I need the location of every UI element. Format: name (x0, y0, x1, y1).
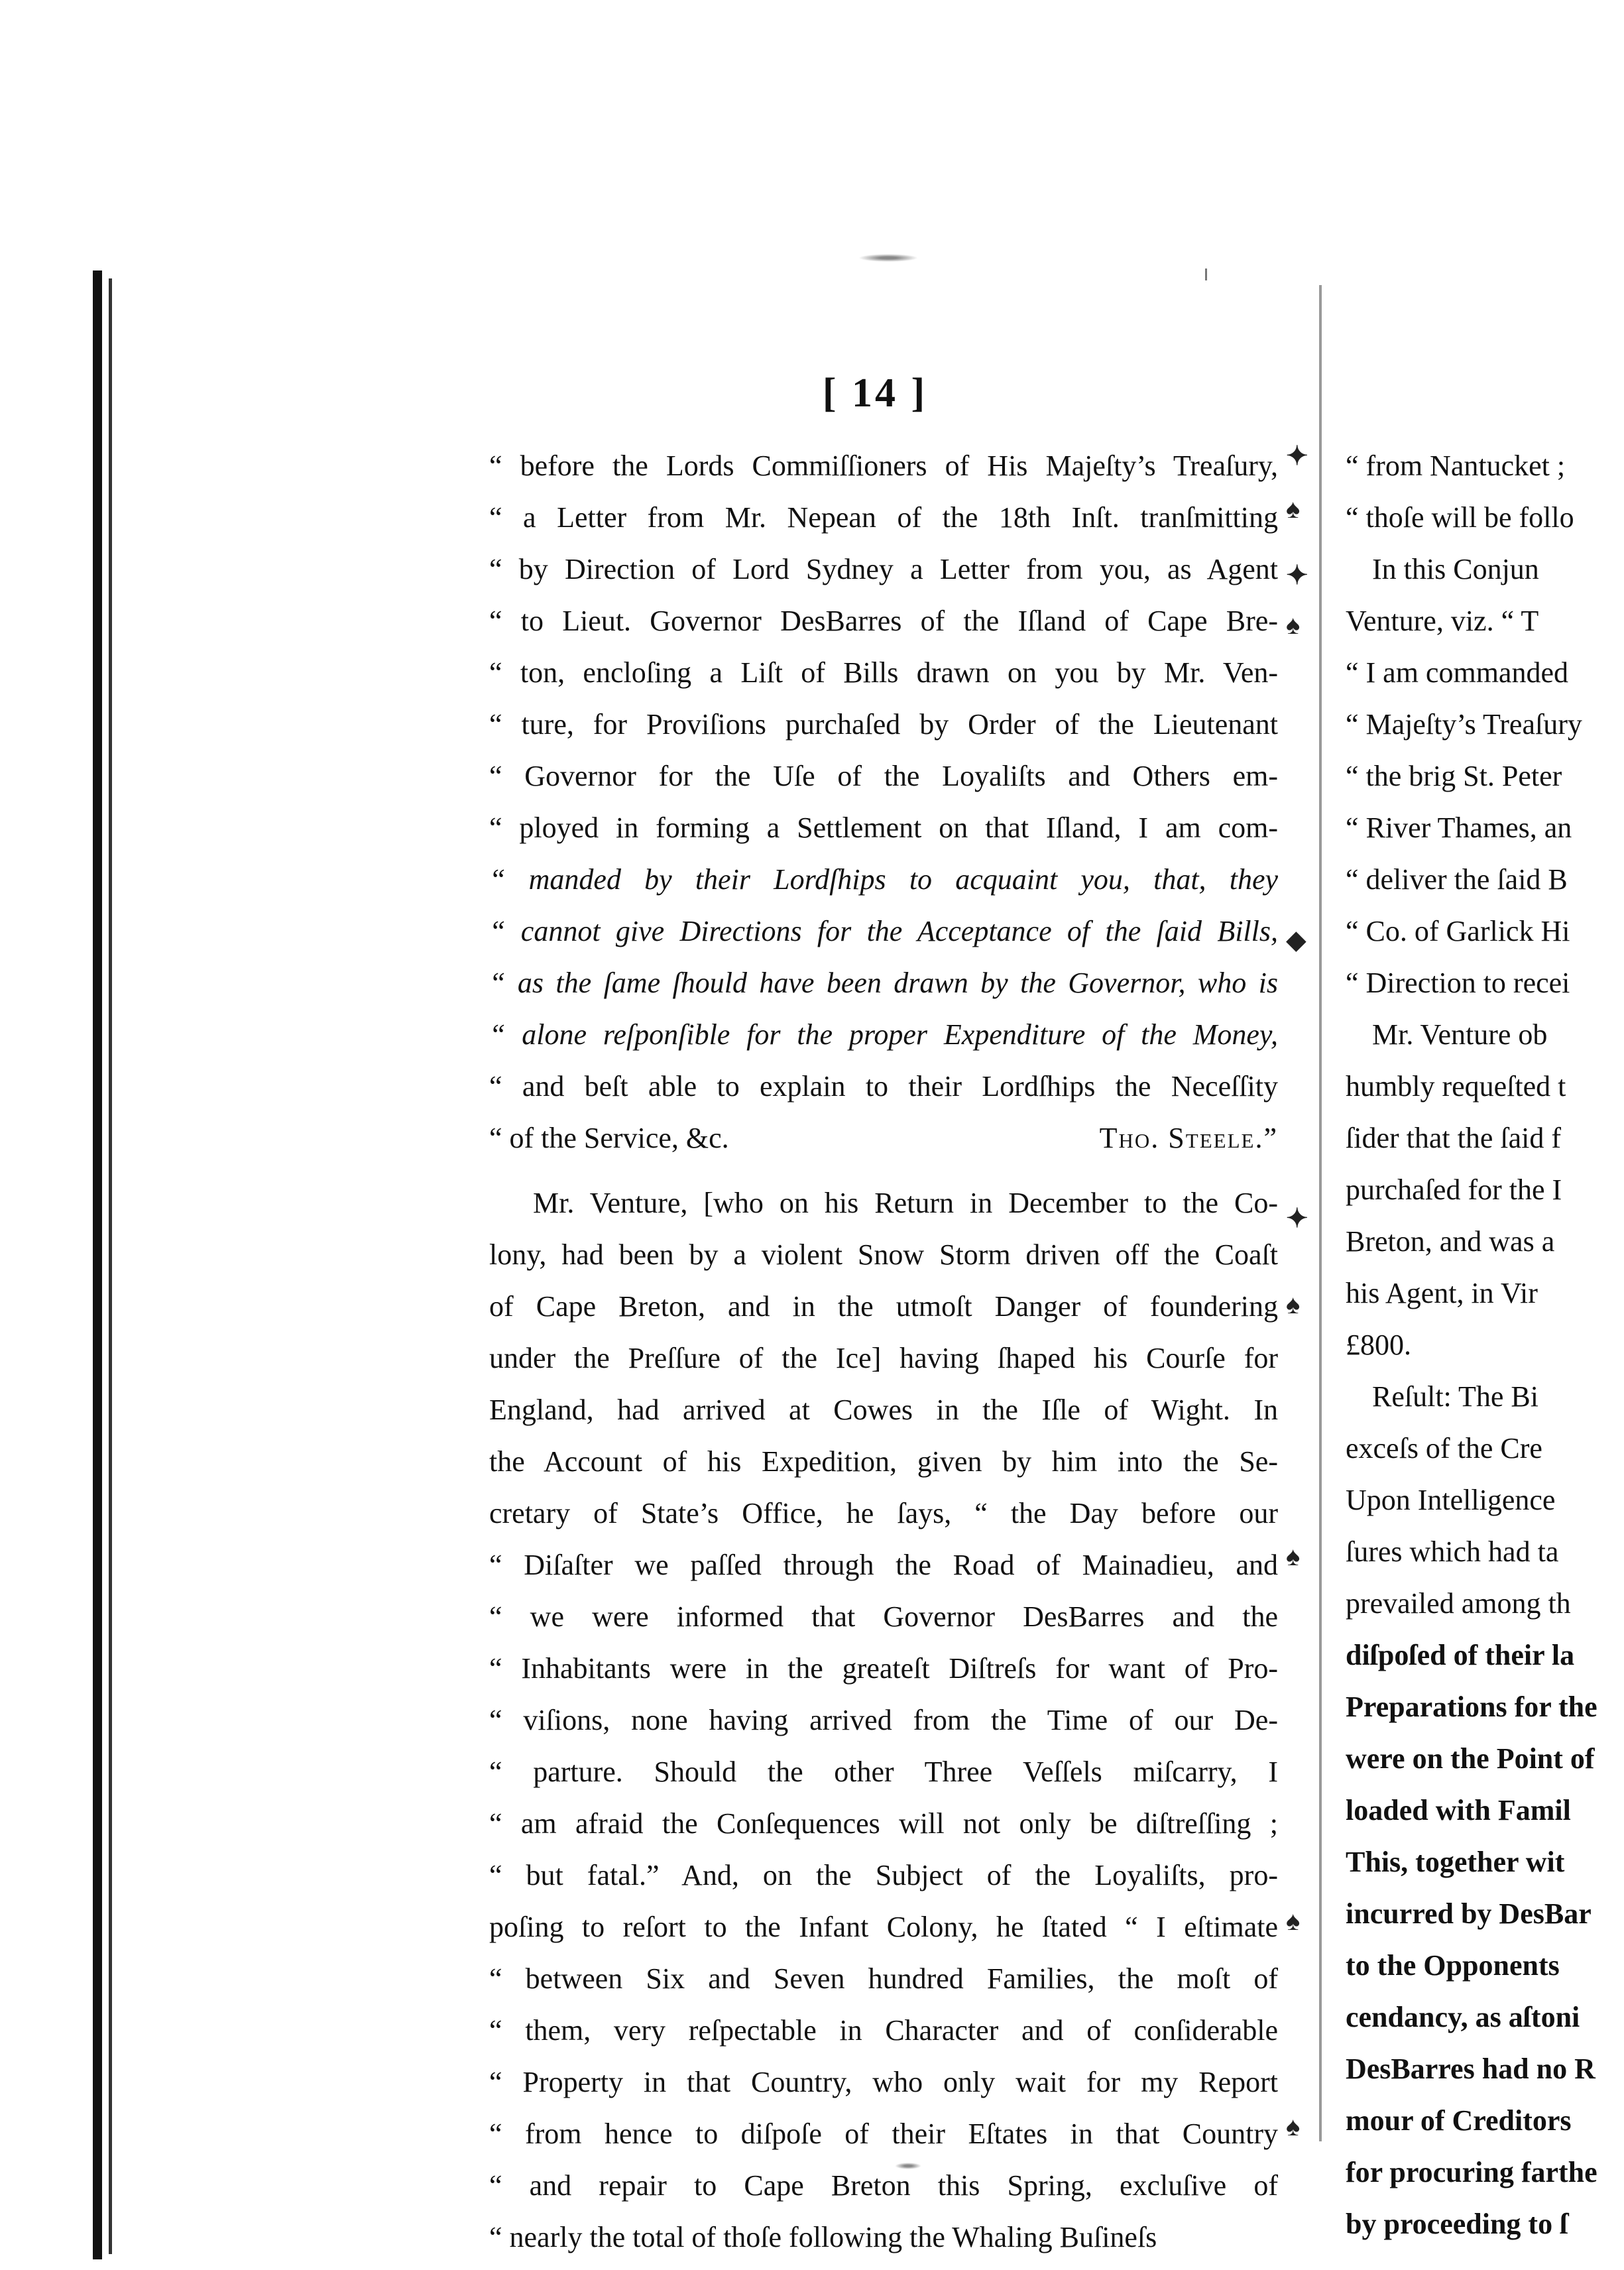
letter-line: “ ployed in forming a Settlement on that Iſland, I am com- (489, 811, 1278, 844)
letter-line: “ manded by their Lordſhips to acquaint you, that, they (489, 863, 1278, 896)
margin-mark: ✦ (1286, 1203, 1308, 1233)
facing-page-line: ſider that the ſaid f (1346, 1122, 1561, 1154)
paragraph-line: “ nearly the total of thoſe following the Whaling Buſineſs (489, 2221, 1157, 2253)
scan-speck (858, 254, 918, 262)
facing-page-line: for procuring farthe (1346, 2156, 1597, 2188)
facing-page-line: exceſs of the Cre (1346, 1432, 1542, 1464)
facing-page-line: Reſult: The Bi (1372, 1380, 1538, 1413)
facing-page-line: “ Co. of Garlick Hi (1346, 915, 1570, 947)
facing-page-line: mour of Creditors (1346, 2104, 1572, 2137)
facing-page-line: Venture, viz. “ T (1346, 605, 1539, 637)
letter-line: “ ture, for Proviſions purchaſed by Order of the Lieutenant (489, 708, 1278, 741)
letter-line: “ as the ſame ſhould have been drawn by the Governor, who is (489, 967, 1278, 999)
facing-page-line: prevailed among th (1346, 1587, 1571, 1620)
paragraph-line: “ Property in that Country, who only wait for my Report (489, 2066, 1278, 2098)
facing-page-line: his Agent, in Vir (1346, 1277, 1538, 1309)
paragraph-line: “ Diſaſter we paſſed through the Road of Mainadieu, and (489, 1549, 1278, 1581)
paragraph-line: lony, had been by a violent Snow Storm driven off the Coaſt (489, 1238, 1278, 1271)
page-gutter (1319, 285, 1322, 2141)
facing-page-line: “ thoſe will be follo (1346, 501, 1574, 534)
letter-line: “ alone reſponſible for the proper Expenditure of the Money, (489, 1018, 1278, 1051)
facing-page-line: Upon Intelligence (1346, 1484, 1556, 1516)
facing-page-line: purchaſed for the I (1346, 1173, 1562, 1206)
paragraph-line: “ Inhabitants were in the greateſt Diſtreſs for want of Pro- (489, 1652, 1278, 1685)
paragraph-line: of Cape Breton, and in the utmoſt Danger of foundering (489, 1290, 1278, 1323)
facing-page-line: This, together wit (1346, 1846, 1565, 1878)
facing-page-line: to the Opponents (1346, 1949, 1560, 1982)
paragraph-line: “ viſions, none having arrived from the Time of our De- (489, 1704, 1278, 1736)
margin-mark: ♠ (1286, 1289, 1301, 1319)
facing-page-line: cendancy, as aſtoni (1346, 2001, 1580, 2033)
margin-mark: ♠ (1286, 2112, 1301, 2141)
margin-mark: ◆ (1286, 925, 1306, 955)
scan-speck (1205, 269, 1207, 280)
paragraph-line: the Account of his Expedition, given by him into the Se- (489, 1445, 1278, 1478)
paragraph-line: “ them, very reſpectable in Character and of conſiderable (489, 2014, 1278, 2047)
paragraph-line: “ and repair to Cape Breton this Spring, excluſive of (489, 2169, 1278, 2202)
signature-lead: “ of the Service, &c. (489, 1122, 729, 1154)
margin-mark: ♠ (1286, 610, 1301, 640)
letter-line: “ by Direction of Lord Sydney a Letter from you, as Agent (489, 553, 1278, 585)
paragraph-line: “ from hence to diſpoſe of their Eſtates in that Country (489, 2118, 1278, 2150)
facing-page-line: “ River Thames, an (1346, 811, 1572, 844)
letter-line: “ before the Lords Commiſſioners of His Majeſty’s Treaſury, (489, 449, 1278, 482)
paragraph-line: England, had arrived at Cowes in the Iſle of Wight. In (489, 1394, 1278, 1426)
facing-page-line: “ Direction to recei (1346, 967, 1570, 999)
facing-page-line: In this Conjun (1372, 553, 1539, 585)
paragraph-line: poſing to reſort to the Infant Colony, he ſtated “ I eſtimate (489, 1911, 1278, 1943)
margin-mark: ✦ (1286, 441, 1308, 471)
binding-edge-inner (109, 278, 112, 2254)
facing-page-line: “ from Nantucket ; (1346, 449, 1566, 482)
paragraph-line: “ between Six and Seven hundred Families, the moſt of (489, 1962, 1278, 1995)
margin-mark: ♠ (1286, 1541, 1301, 1571)
facing-page-line: Preparations for the (1346, 1691, 1597, 1723)
facing-page-line: were on the Point of (1346, 1742, 1595, 1775)
margin-mark: ♠ (1286, 1906, 1301, 1936)
letter-signature-line (489, 1112, 1278, 1164)
facing-page-line: by proceeding to ſ (1346, 2208, 1568, 2240)
facing-page-line: “ Majeſty’s Treaſury (1346, 708, 1582, 741)
paragraph-line: “ am afraid the Conſequences will not only be diſtreſſing ; (489, 1807, 1278, 1840)
facing-page-line: ſures which had ta (1346, 1535, 1559, 1568)
margin-mark: ✦ (1286, 560, 1308, 590)
paragraph-line: Mr. Venture, [who on his Return in December to the Co- (533, 1187, 1278, 1219)
paragraph-line: cretary of State’s Office, he ſays, “ the Day before our (489, 1497, 1278, 1529)
facing-page-line: Breton, and was a (1346, 1225, 1555, 1258)
narrative-paragraph (489, 1177, 1278, 2263)
paragraph-line: “ we were informed that Governor DesBarres and the (489, 1600, 1278, 1633)
facing-page-line: “ the brig St. Peter (1346, 760, 1562, 792)
facing-page-line: “ deliver the ſaid B (1346, 863, 1568, 896)
right-column (1346, 440, 1624, 2250)
paragraph-line: “ but fatal.” And, on the Subject of the Loyaliſts, pro- (489, 1859, 1278, 1891)
letter-line: “ to Lieut. Governor DesBarres of the Iſland of Cape Bre- (489, 605, 1278, 637)
left-column (489, 440, 1278, 2263)
facing-page-line: “ I am commanded (1346, 656, 1568, 689)
margin-mark: ♠ (1286, 494, 1301, 524)
signature-name: Tho. Steele.” (1099, 1122, 1278, 1154)
letter-line: “ cannot give Directions for the Acceptance of the ſaid Bills, (489, 915, 1278, 947)
letter-line: “ and beſt able to explain to their Lordſhips the Neceſſity (489, 1070, 1278, 1103)
letter-line: “ Governor for the Uſe of the Loyaliſts and Others em- (489, 760, 1278, 792)
paragraph-line: “ parture. Should the other Three Veſſels miſcarry, I (489, 1756, 1278, 1788)
facing-page-line: Mr. Venture ob (1372, 1018, 1548, 1051)
facing-page-line: £800. (1346, 1329, 1411, 1361)
paragraph-line: under the Preſſure of the Ice] having ſhaped his Courſe for (489, 1342, 1278, 1374)
facing-page-line: humbly requeſted t (1346, 1070, 1566, 1103)
letter-quotation (489, 440, 1278, 1112)
facing-page-line: incurred by DesBar (1346, 1897, 1592, 1930)
facing-page-line: diſpoſed of their la (1346, 1639, 1575, 1671)
page-number: [ 14 ] (822, 371, 928, 416)
facing-page-line: loaded with Famil (1346, 1794, 1571, 1826)
facing-page-line: DesBarres had no R (1346, 2053, 1595, 2085)
facing-page-fragment (1326, 398, 1601, 2240)
letter-line: “ ton, encloſing a Liſt of Bills drawn on you by Mr. Ven- (489, 656, 1278, 689)
binding-edge (93, 270, 102, 2259)
letter-line: “ a Letter from Mr. Nepean of the 18th Inſt. tranſmitting (489, 501, 1278, 534)
